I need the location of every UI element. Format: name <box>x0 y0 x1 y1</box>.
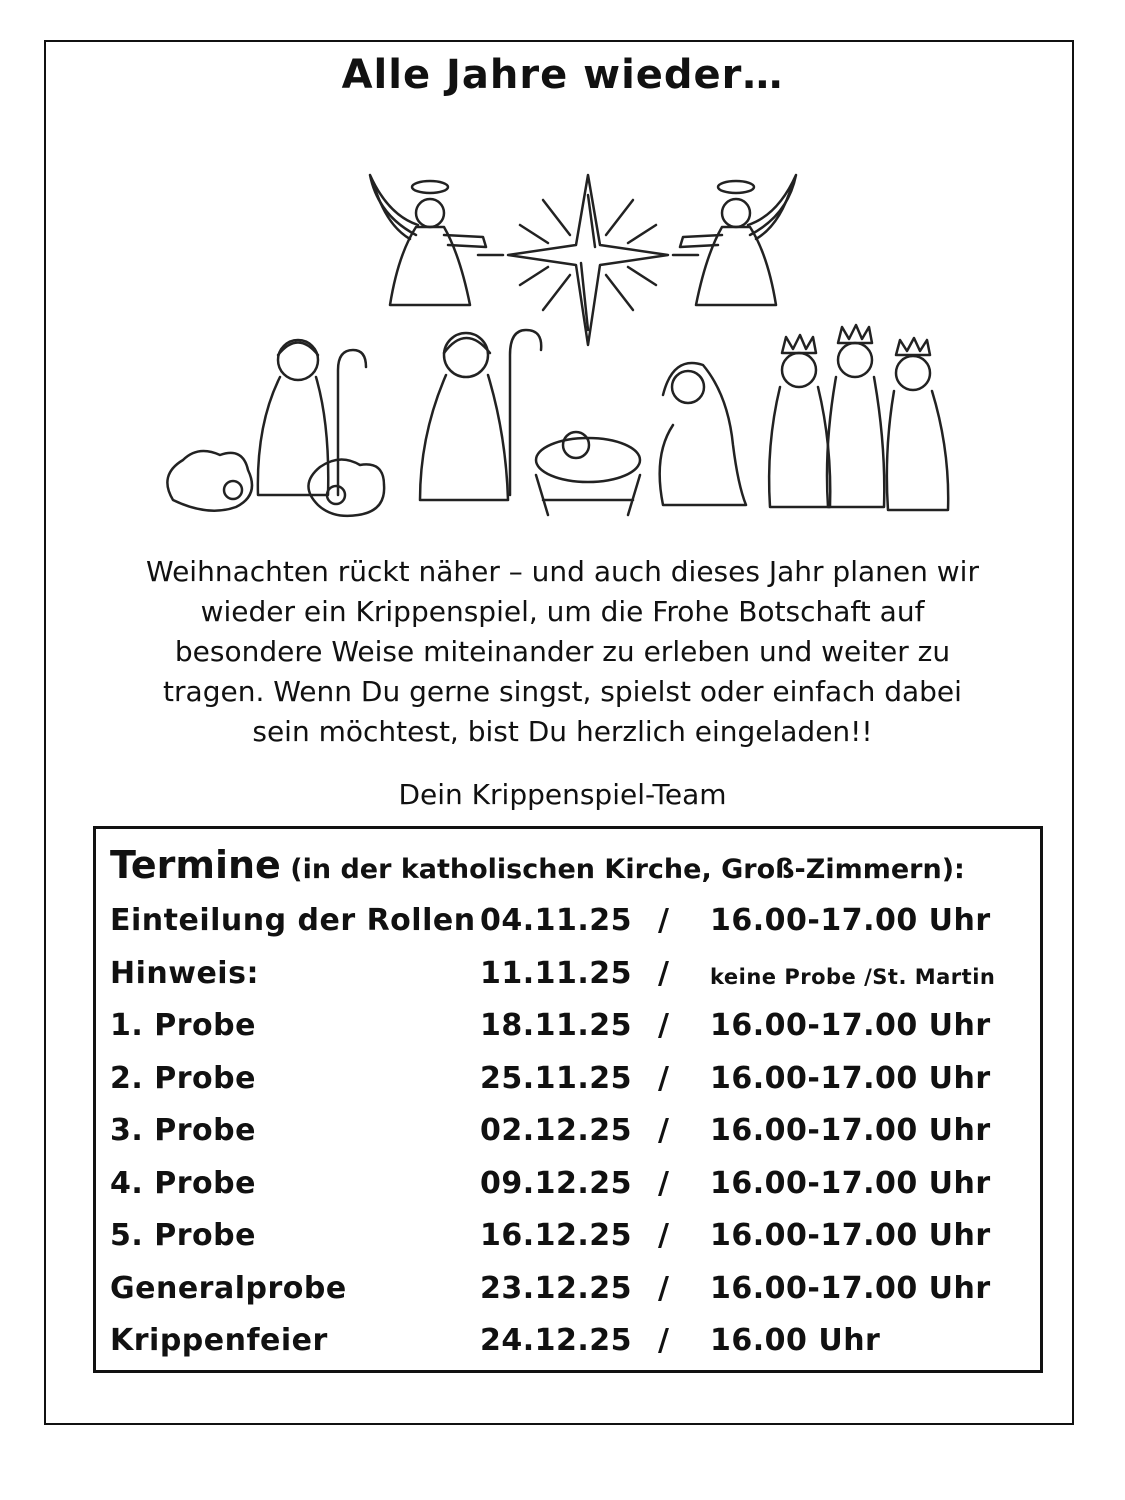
row-separator: / <box>658 1113 670 1148</box>
row-time: 16.00 Uhr <box>710 1323 881 1358</box>
row-time: 16.00-17.00 Uhr <box>710 1060 991 1096</box>
schedule-row <box>110 1267 1030 1320</box>
row-separator: / <box>658 1008 670 1043</box>
row-label: Krippenfeier <box>110 1323 328 1358</box>
joseph-icon <box>258 340 366 495</box>
row-separator: / <box>658 903 670 938</box>
signoff: Dein Krippenspiel-Team <box>398 778 727 811</box>
star-icon <box>478 175 698 345</box>
row-date: 16.12.25 <box>480 1218 633 1253</box>
row-label: Einteilung der Rollen <box>110 903 476 938</box>
schedule-heading <box>110 843 965 887</box>
row-time: 16.00-17.00 Uhr <box>710 1113 991 1148</box>
row-label: 1. Probe <box>110 1008 256 1043</box>
angel-right-icon <box>680 175 796 305</box>
schedule-location: (in der katholischen Kirche, Groß-Zimmern): <box>290 854 965 885</box>
intro-line: tragen. Wenn Du gerne singst, spielst oder einfach dabei <box>163 675 962 708</box>
schedule-row <box>110 1057 1030 1110</box>
row-label: 3. Probe <box>110 1113 256 1148</box>
row-time: 16.00-17.00 Uhr <box>710 1008 991 1043</box>
sheep-icon <box>167 451 384 516</box>
intro-line: Weihnachten rückt näher – und auch dieses Jahr planen wir <box>146 555 979 588</box>
intro-line: besondere Weise miteinander zu erleben und weiter zu <box>174 635 951 668</box>
schedule-row <box>110 952 1030 1005</box>
row-date: 11.11.25 <box>480 955 633 991</box>
row-separator: / <box>658 1218 670 1253</box>
row-label: 2. Probe <box>110 1060 256 1096</box>
intro-line: sein möchtest, bist Du herzlich eingeladen!! <box>252 715 873 748</box>
schedule-row <box>110 899 1030 952</box>
schedule-row <box>110 1319 1030 1372</box>
row-label: 4. Probe <box>110 1165 256 1201</box>
schedule-row <box>110 1109 1030 1162</box>
row-date: 02.12.25 <box>480 1113 633 1148</box>
row-date: 04.11.25 <box>480 903 633 938</box>
nativity-scene-icon <box>148 155 973 538</box>
page-title: Alle Jahre wieder… <box>341 52 784 98</box>
row-date: 25.11.25 <box>480 1060 633 1096</box>
manger-icon <box>536 432 640 515</box>
row-separator: / <box>658 955 670 991</box>
intro-line: wieder ein Krippenspiel, um die Frohe Botschaft auf <box>200 595 925 628</box>
three-kings-icon <box>769 325 948 510</box>
row-date: 09.12.25 <box>480 1165 633 1201</box>
mary-icon <box>660 363 746 505</box>
schedule-row <box>110 1162 1030 1215</box>
row-separator: / <box>658 1323 670 1358</box>
row-time: 16.00-17.00 Uhr <box>710 903 991 938</box>
row-separator: / <box>658 1165 670 1201</box>
schedule-rows <box>110 899 1030 1372</box>
row-separator: / <box>658 1060 670 1096</box>
row-date: 24.12.25 <box>480 1323 633 1358</box>
row-label: 5. Probe <box>110 1218 256 1253</box>
row-time: 16.00-17.00 Uhr <box>710 1218 991 1253</box>
shepherd-icon <box>420 330 541 500</box>
schedule-row <box>110 1004 1030 1057</box>
angel-left-icon <box>370 175 486 305</box>
row-separator: / <box>658 1270 670 1306</box>
row-date: 23.12.25 <box>480 1270 633 1306</box>
row-time: 16.00-17.00 Uhr <box>710 1270 991 1306</box>
row-label: Hinweis: <box>110 955 259 991</box>
intro-text <box>100 552 1025 752</box>
schedule-row <box>110 1214 1030 1267</box>
schedule-box <box>93 826 1043 1373</box>
row-label: Generalprobe <box>110 1270 347 1306</box>
row-time: keine Probe /St. Martin <box>710 964 996 989</box>
schedule-title: Termine <box>110 843 281 887</box>
row-time: 16.00-17.00 Uhr <box>710 1165 991 1201</box>
row-date: 18.11.25 <box>480 1008 633 1043</box>
